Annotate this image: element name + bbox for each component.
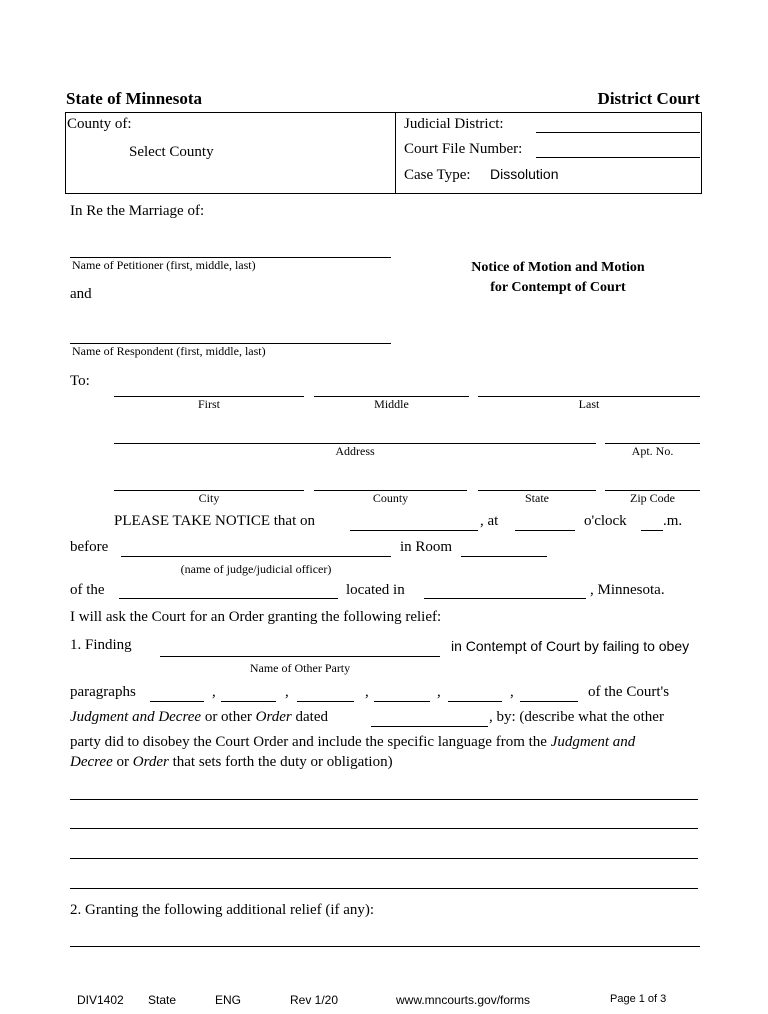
court-file-number-label: Court File Number:: [404, 141, 523, 157]
judgment-line: [70, 709, 328, 726]
footer-url[interactable]: www.mncourts.gov/forms: [396, 993, 531, 1007]
instruction-decree: Decree: [70, 754, 113, 770]
zip-caption: Zip Code: [630, 491, 675, 505]
description-line-2[interactable]: [70, 828, 698, 829]
paragraphs-text: paragraphs: [70, 684, 136, 700]
additional-relief-line-1[interactable]: [70, 946, 700, 947]
case-type-label: Case Type:: [404, 167, 471, 183]
comma-4: ,: [437, 684, 441, 700]
address-caption: Address: [335, 444, 375, 458]
last-caption: Last: [578, 397, 600, 411]
room-field[interactable]: [461, 556, 547, 557]
court-heading: District Court: [597, 89, 700, 108]
before-text: before: [70, 539, 109, 555]
or-other-text: or other: [201, 709, 256, 725]
first-caption: First: [197, 397, 220, 411]
comma-3: ,: [365, 684, 369, 700]
judicial-district-label: Judicial District:: [404, 116, 504, 132]
instruction-order: Order: [132, 754, 169, 770]
footer-page: Page 1 of 3: [610, 993, 667, 1005]
other-party-caption: Name of Other Party: [249, 661, 351, 675]
judicial-district-field[interactable]: [536, 132, 700, 133]
comma-2: ,: [285, 684, 289, 700]
paragraph-field-6[interactable]: [520, 701, 578, 702]
county-label: County of:: [67, 116, 132, 132]
paragraph-field-5[interactable]: [448, 701, 502, 702]
dated-text: dated: [291, 709, 328, 725]
caption-divider: [395, 112, 396, 194]
comma-5: ,: [510, 684, 514, 700]
petitioner-caption: Name of Petitioner (first, middle, last): [72, 258, 256, 272]
relief-intro: I will ask the Court for an Order granting the following relief:: [70, 609, 442, 625]
respondent-caption: Name of Respondent (first, middle, last): [72, 344, 266, 358]
state-caption: State: [525, 491, 549, 505]
city-caption: City: [198, 491, 220, 505]
apt-caption: Apt. No.: [631, 444, 674, 458]
footer-form-id: DIV1402: [77, 993, 124, 1007]
instruction-line-2: [70, 754, 393, 771]
of-courts-text: of the Court's: [588, 684, 670, 700]
contempt-text: in Contempt of Court by failing to obey: [451, 638, 690, 654]
footer-lang: ENG: [215, 993, 242, 1007]
in-room-text: in Room: [400, 539, 453, 555]
county-select[interactable]: Select County: [129, 144, 214, 160]
located-in-text: located in: [346, 582, 405, 598]
finding-text: 1. Finding: [70, 637, 132, 653]
paragraph-field-1[interactable]: [150, 701, 204, 702]
additional-relief-text: 2. Granting the following additional relief (if any):: [70, 902, 375, 918]
am-pm-field[interactable]: [641, 530, 663, 531]
doc-title-line1: Notice of Motion and Motion: [471, 260, 645, 275]
middle-caption: Middle: [374, 397, 409, 411]
paragraph-field-3[interactable]: [297, 701, 354, 702]
footer-state: State: [148, 993, 177, 1007]
hearing-date-field[interactable]: [350, 530, 478, 531]
instruction-text-a: party did to disobey the Court Order and include the specific language from the: [70, 734, 551, 750]
oclock-text: o'clock: [584, 513, 627, 529]
by-describe-text: , by: (describe what the other: [489, 709, 664, 725]
doc-title-line2: for Contempt of Court: [490, 280, 626, 295]
hearing-time-field[interactable]: [515, 530, 575, 531]
description-line-3[interactable]: [70, 858, 698, 859]
paragraph-field-4[interactable]: [374, 701, 430, 702]
court-name-field[interactable]: [119, 598, 338, 599]
description-line-4[interactable]: [70, 888, 698, 889]
county-caption: County: [372, 491, 409, 505]
please-take-notice: PLEASE TAKE NOTICE that on: [114, 513, 316, 529]
m-text: .m.: [663, 513, 683, 529]
judge-caption: (name of judge/judicial officer): [180, 562, 332, 576]
of-the-text: of the: [70, 582, 105, 598]
judgment-and-decree-text: Judgment and Decree: [70, 709, 202, 725]
state-heading: State of Minnesota: [66, 89, 202, 108]
description-line-1[interactable]: [70, 799, 698, 800]
instruction-rest: that sets forth the duty or obligation): [168, 754, 393, 770]
court-file-number-field[interactable]: [536, 157, 700, 158]
and-text: and: [70, 286, 92, 302]
judge-name-field[interactable]: [121, 556, 391, 557]
order-text: Order: [255, 709, 292, 725]
paragraph-field-2[interactable]: [221, 701, 276, 702]
instruction-line-1: [70, 734, 635, 751]
other-party-field[interactable]: [160, 656, 440, 657]
instruction-or: or: [112, 754, 133, 770]
location-field[interactable]: [424, 598, 586, 599]
case-type-value[interactable]: Dissolution: [490, 166, 559, 182]
to-label: To:: [70, 373, 90, 389]
in-re-marriage: In Re the Marriage of:: [70, 203, 205, 219]
comma-1: ,: [212, 684, 216, 700]
instruction-text-b: Judgment and: [550, 734, 636, 750]
footer-rev: Rev 1/20: [290, 993, 339, 1007]
minnesota-text: , Minnesota.: [590, 582, 665, 598]
at-text: , at: [480, 513, 499, 529]
order-date-field[interactable]: [371, 726, 488, 727]
